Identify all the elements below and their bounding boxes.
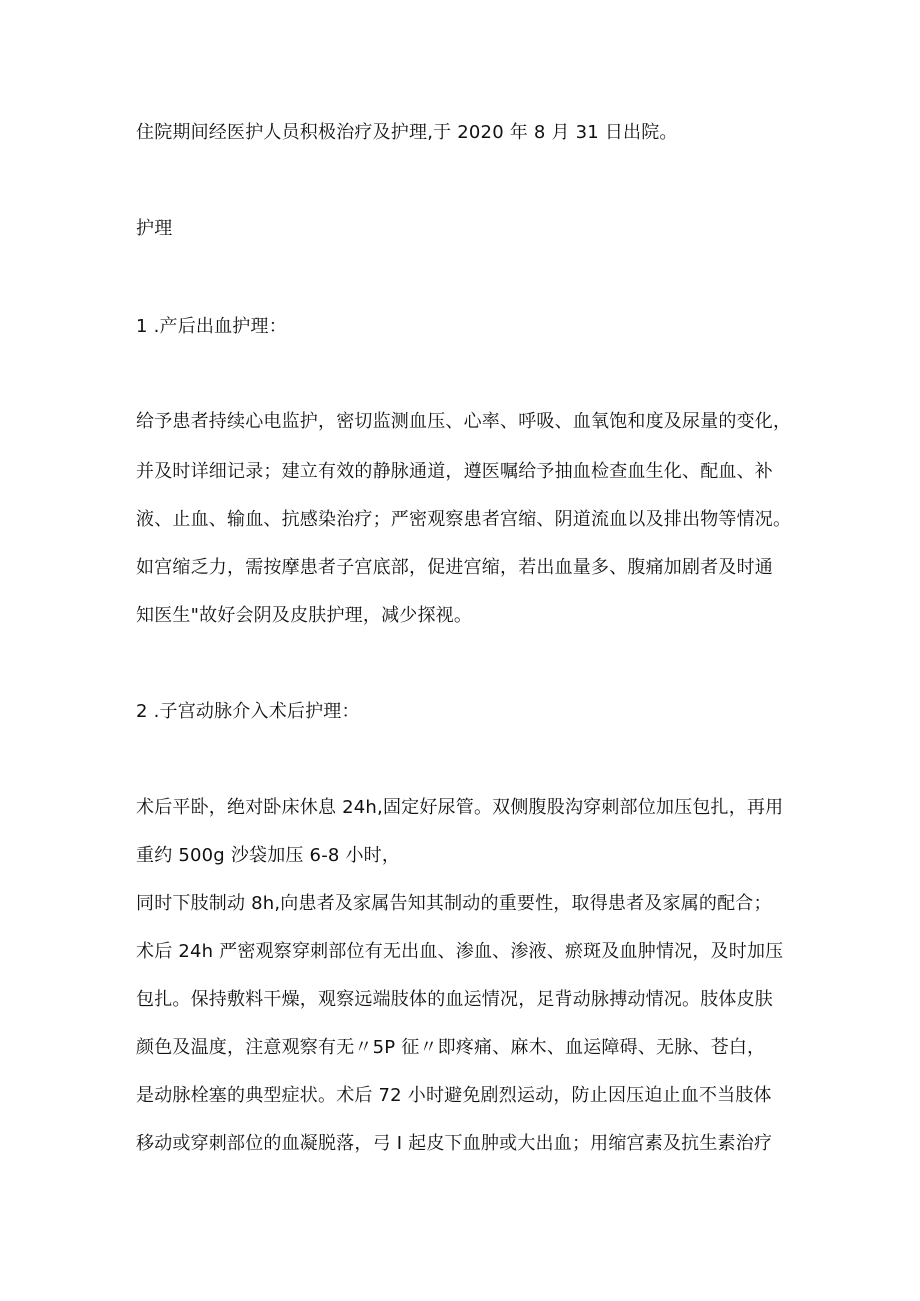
- item1-text-line: 如宫缩乏力，需按摩患者子宫底部，促进宫缩，若出血量多、腹痛加剧者及时通: [136, 557, 773, 578]
- item1-heading: 1 .产后出血护理：: [136, 316, 287, 337]
- item2-text-line: 颜色及温度，注意观察有无〃5P 征〃即疼痛、麻木、血运障碍、无脉、苍白，: [136, 1037, 766, 1058]
- item1-text-line: 液、止血、输血、抗感染治疗；严密观察患者宫缩、阴道流血以及排出物等情况。: [136, 509, 792, 530]
- item2-text-line: 术后 24h 严密观察穿刺部位有无出血、渗血、渗液、瘀斑及血肿情况，及时加压: [136, 941, 784, 962]
- item2-text-line: 包扎。保持敷料干燥，观察远端肢体的血运情况，足背动脉搏动情况。肢体皮肤: [136, 989, 773, 1010]
- item2-text-line: 重约 500g 沙袋加压 6-8 小时，: [136, 845, 401, 866]
- section-title: 护理: [136, 218, 173, 239]
- item1-text-line: 知医生"故好会阴及皮肤护理，减少探视。: [136, 605, 473, 626]
- item2-text-line: 同时下肢制动 8h,向患者及家属告知其制动的重要性，取得患者及家属的配合；: [136, 893, 772, 914]
- item2-heading: 2 .子宫动脉介入术后护理：: [136, 701, 360, 722]
- item1-text-line: 并及时详细记录；建立有效的静脉通道，遵医嘱给予抽血检查血生化、配血、补: [136, 461, 773, 482]
- item2-text-line: 是动脉栓塞的典型症状。术后 72 小时避免剧烈运动，防止因压迫止血不当肢体: [136, 1085, 772, 1106]
- item1-text-line: 给予患者持续心电监护，密切监测血压、心率、呼吸、血氧饱和度及尿量的变化，: [136, 411, 792, 432]
- discharge-paragraph: 住院期间经医护人员积极治疗及护理,于 2020 年 8 月 31 日出院。: [136, 122, 678, 143]
- item2-text-line: 术后平卧，绝对卧床休息 24h,固定好尿管。双侧腹股沟穿刺部位加压包扎，再用: [136, 797, 784, 818]
- item2-text-line: 移动或穿刺部位的血凝脱落，弓 I 起皮下血肿或大出血；用缩宫素及抗生素治疗: [136, 1133, 773, 1154]
